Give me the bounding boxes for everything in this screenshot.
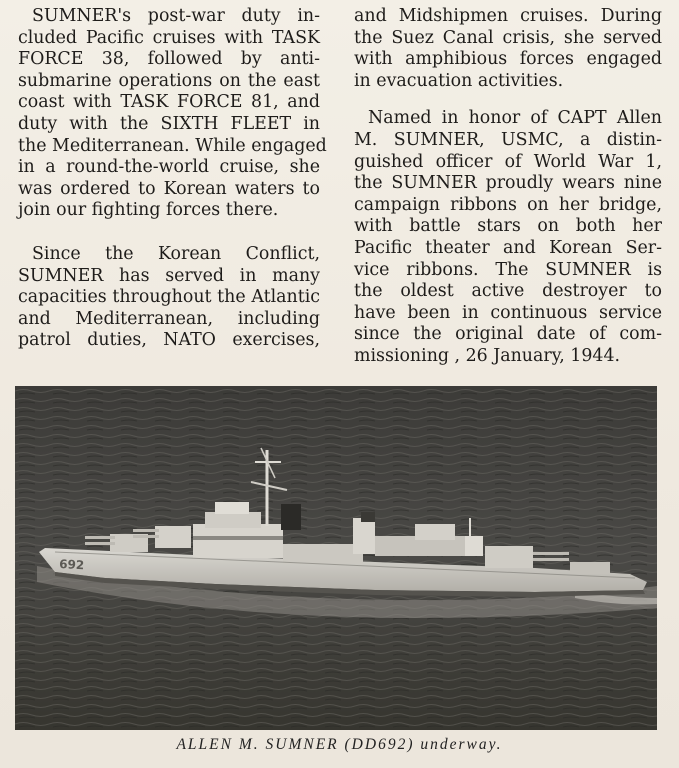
text-line: the SUMNER proudly wears nine [354,173,662,194]
text-line: Pacific theater and Korean Ser- [354,237,662,258]
text-line: capacities throughout the Atlantic [18,287,320,308]
text-line: SUMNER's post-war duty in- [32,6,320,26]
text-line: Named in honor of CAPT Allen [368,108,662,129]
text-line: guished officer of World War 1, [354,151,662,172]
hull-number: 692 [58,557,85,573]
text-line: the Mediterranean. While engaged [18,135,327,156]
right-paragraph-2 [354,108,662,367]
left-paragraph-1 [18,6,327,222]
left-paragraph-2 [18,244,320,352]
text-line: duty with the SIXTH FLEET in [18,113,320,134]
text-line: Since the Korean Conflict, [32,243,320,264]
right-column [354,6,662,368]
text-line: the oldest active destroyer to [354,281,662,302]
text-line: the Suez Canal crisis, she served [354,27,662,48]
text-line: vice ribbons. The SUMNER is [354,259,662,280]
text-line: M. SUMNER, USMC, a distin- [354,129,662,150]
text-line: campaign ribbons on her bridge, [354,194,662,215]
right-paragraph-1 [354,6,662,92]
photo-caption: ALLEN M. SUMNER (DD692) underway. [176,736,503,753]
text-line: with battle stars on both her [354,216,662,237]
text-line: have been in continuous service [354,302,662,323]
text-line: submarine operations on the east [18,70,320,91]
text-line: FORCE 38, followed by anti- [18,49,320,70]
text-line: and Mediterranean, including [18,308,320,329]
text-line: join our fighting forces there. [18,200,279,221]
left-column [18,6,327,352]
text-line: with amphibious forces engaged [354,49,662,70]
text-line: SUMNER has served in many [18,265,320,286]
destroyer-photograph [15,386,657,730]
text-line: cluded Pacific cruises with TASK [18,27,320,48]
text-line: coast with TASK FORCE 81, and [18,92,320,113]
text-line: in a round-the-world cruise, she [18,157,320,178]
text-line: was ordered to Korean waters to [18,178,320,199]
text-line: patrol duties, NATO exercises, [18,330,320,351]
text-line: missioning , 26 January, 1944. [354,345,621,366]
text-line: since the original date of com- [354,324,662,345]
text-line: and Midshipmen cruises. During [354,6,662,26]
text-line: in evacuation activities. [354,70,564,91]
